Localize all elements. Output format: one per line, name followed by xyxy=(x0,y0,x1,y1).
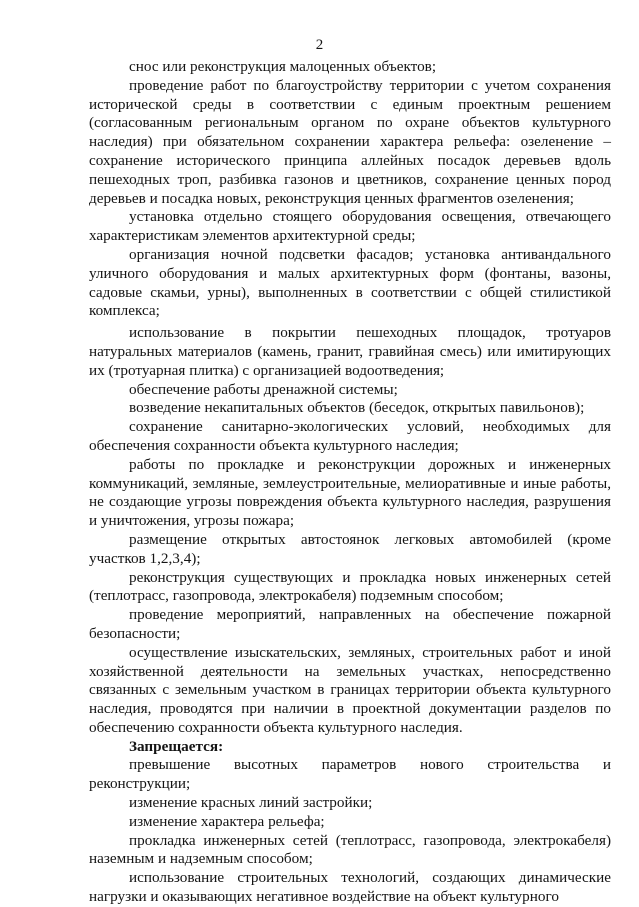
list-item: осуществление изыскательских, земляных, строительных работ и иной хозяйственной деятельности на земельных участках, непосредственно связанных с земельным участком в границах территории объекта культурного наследия, проводятся при наличии в проектной документации разделов по обеспечению сохранности объекта культурного наследия. xyxy=(89,643,611,736)
document-body xyxy=(89,58,611,907)
list-item: прокладка инженерных сетей (теплотрасс, газопровода, электрокабеля) наземным и надземным способом; xyxy=(89,831,611,868)
page-number: 2 xyxy=(315,37,324,53)
list-item: обеспечение работы дренажной системы; xyxy=(129,380,398,398)
list-item: реконструкция существующих и прокладка новых инженерных сетей (теплотрасс, газопровода, электрокабеля) подземным способом; xyxy=(89,568,611,605)
list-item: изменение красных линий застройки; xyxy=(129,794,373,812)
list-item: снос или реконструкция малоценных объектов; xyxy=(129,58,437,75)
list-item: размещение открытых автостоянок легковых автомобилей (кроме участков 1,2,3,4); xyxy=(89,530,611,567)
list-item: использование в покрытии пешеходных площадок, тротуаров натуральных материалов (камень, гранит, гравийная смесь) или имитирующих их (тротуарная плитка) с организацией водоотведения; xyxy=(89,324,611,379)
list-item: работы по прокладке и реконструкции дорожных и инженерных коммуникаций, земляные, землеустроительные, мелиоративные и иные работы, не создающие угрозы повреждения объекта культурного наследия, разрушения и уничтожения, угрозы пожара; xyxy=(89,455,611,530)
list-item: использование строительных технологий, создающих динамические нагрузки и оказывающих негативное воздействие на объект культурного xyxy=(89,869,611,906)
list-item: возведение некапитальных объектов (беседок, открытых павильонов); xyxy=(129,399,585,417)
list-item: изменение характера рельефа; xyxy=(129,812,325,830)
list-item: установка отдельно стоящего оборудования освещения, отвечающего характеристикам элементов архитектурной среды; xyxy=(89,208,611,245)
section-heading: Запрещается: xyxy=(129,737,224,755)
list-item: проведение мероприятий, направленных на обеспечение пожарной безопасности; xyxy=(89,606,611,642)
list-item: сохранение санитарно-экологических условий, необходимых для обеспечения сохранности объекта культурного наследия; xyxy=(89,418,611,454)
list-item: проведение работ по благоустройству территории с учетом сохранения исторической среды в соответствии с единым проектным решением (согласованным региональным органом по охране объектов культурного наследия) при обязательном сохранении характера рельефа: озеленение – сохранение исторического принципа аллейных посадок деревьев вдоль пешеходных троп, разбивка газонов и цветников, сохранение ценных пород деревьев и посадка новых, реконструкция ценных фрагментов озеленения; xyxy=(89,76,611,207)
list-item: организация ночной подсветки фасадов; установка антивандального уличного оборудования и малых архитектурных форм (фонтаны, вазоны, садовые скамьи, урны), выполненных в соответствии с общей стилистикой комплекса; xyxy=(89,245,611,320)
list-item: превышение высотных параметров нового строительства и реконструкции; xyxy=(89,756,611,793)
